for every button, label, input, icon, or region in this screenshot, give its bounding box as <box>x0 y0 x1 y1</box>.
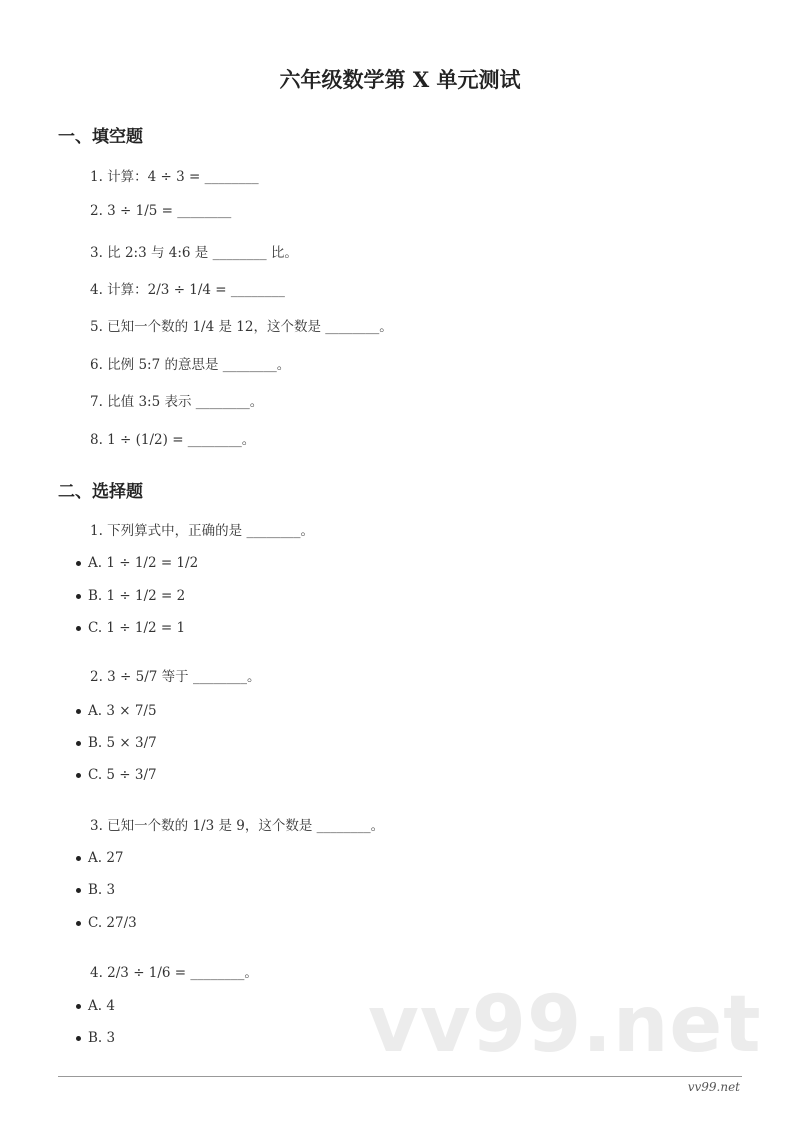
footer-text: vv99.net <box>687 1080 740 1094</box>
page-title: 六年级数学第 X 单元测试 <box>279 67 521 92</box>
choice-option <box>76 915 137 931</box>
watermark: vv99.net <box>368 980 762 1070</box>
option-label: B. 1 ÷ 1/2 = 2 <box>88 588 186 604</box>
choice-question: 2. 3 ÷ 5/7 等于 ________。 <box>90 669 261 685</box>
choice-option <box>76 850 124 866</box>
option-label: A. 1 ÷ 1/2 = 1/2 <box>88 555 199 571</box>
choice-question: 4. 2/3 ÷ 1/6 = ________。 <box>90 965 258 981</box>
bullet-icon <box>76 741 81 746</box>
bullet-icon <box>76 709 81 714</box>
bullet-icon <box>76 594 81 599</box>
choice-option <box>76 703 157 719</box>
bullet-icon <box>76 626 81 631</box>
choice-option <box>76 767 157 783</box>
fill-in-question: 4. 计算：2/3 ÷ 1/4 = ________ <box>90 282 285 298</box>
footer-divider <box>58 1076 742 1077</box>
section-heading-fill-in: 一、填空题 <box>58 127 143 147</box>
bullet-icon <box>76 856 81 861</box>
choice-option <box>76 555 198 571</box>
choice-option <box>76 588 185 604</box>
option-label: A. 27 <box>88 850 124 866</box>
option-label: B. 3 <box>88 1030 116 1046</box>
fill-in-question: 8. 1 ÷ (1/2) = ________。 <box>90 432 256 448</box>
fill-in-question: 1. 计算：4 ÷ 3 = ________ <box>90 169 259 185</box>
option-label: C. 27/3 <box>88 915 137 931</box>
fill-in-question: 2. 3 ÷ 1/5 = ________ <box>90 203 232 219</box>
bullet-icon <box>76 773 81 778</box>
option-label: A. 3 × 7/5 <box>88 703 157 719</box>
bullet-icon <box>76 1036 81 1041</box>
bullet-icon <box>76 1004 81 1009</box>
option-label: C. 5 ÷ 3/7 <box>88 767 157 783</box>
fill-in-question: 3. 比 2:3 与 4:6 是 ________ 比。 <box>90 245 298 261</box>
option-label: A. 4 <box>88 998 115 1014</box>
fill-in-question: 7. 比值 3:5 表示 ________。 <box>90 394 264 410</box>
choice-option <box>76 882 115 898</box>
section-heading-choice: 二、选择题 <box>58 482 143 502</box>
bullet-icon <box>76 888 81 893</box>
choice-question: 3. 已知一个数的 1/3 是 9，这个数是 ________。 <box>90 818 385 834</box>
fill-in-question: 5. 已知一个数的 1/4 是 12，这个数是 ________。 <box>90 319 393 335</box>
choice-option <box>76 620 185 636</box>
choice-option <box>76 998 115 1014</box>
option-label: B. 5 × 3/7 <box>88 735 157 751</box>
option-label: B. 3 <box>88 882 116 898</box>
choice-option <box>76 1030 115 1046</box>
choice-option <box>76 735 157 751</box>
bullet-icon <box>76 561 81 566</box>
bullet-icon <box>76 921 81 926</box>
option-label: C. 1 ÷ 1/2 = 1 <box>88 620 186 636</box>
choice-question: 1. 下列算式中，正确的是 ________。 <box>90 523 314 539</box>
fill-in-question: 6. 比例 5:7 的意思是 ________。 <box>90 357 291 373</box>
